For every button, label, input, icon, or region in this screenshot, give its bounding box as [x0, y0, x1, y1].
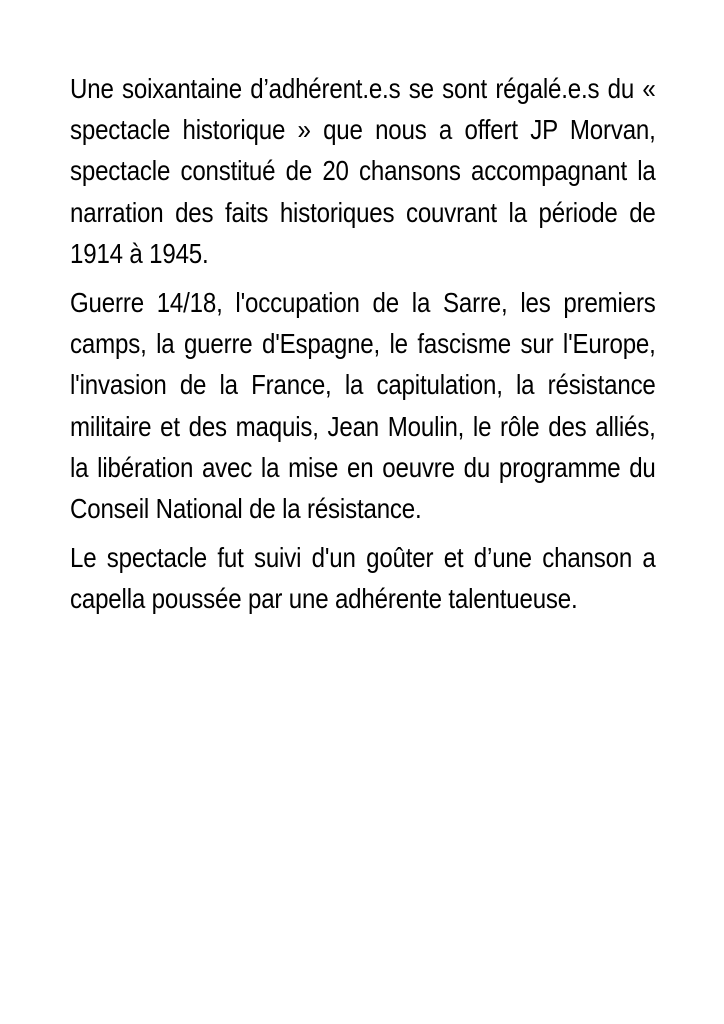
paragraph-intro: Une soixantaine d’adhérent.e.s se sont régalé.e.s du « spectacle historique » que nous a offert JP Morvan, spectacle constitué de 20 chansons accompagnant la narration des faits historiques couvrant la période de 1914 à 1945.	[70, 73, 656, 269]
paragraph-history-topics: Guerre 14/18, l'occupation de la Sarre, les premiers camps, la guerre d'Espagne, le fascisme sur l'Europe, l'invasion de la France, la capitulation, la résistance militaire et des maquis, Jean Moulin, le rôle des alliés, la libération avec la mise en oeuvre du programme du Conseil National de la résistance.	[70, 287, 656, 525]
document-page	[70, 68, 656, 628]
paragraph-closing: Le spectacle fut suivi d'un goûter et d’une chanson a capella poussée par une adhérente talentueuse.	[70, 542, 656, 615]
